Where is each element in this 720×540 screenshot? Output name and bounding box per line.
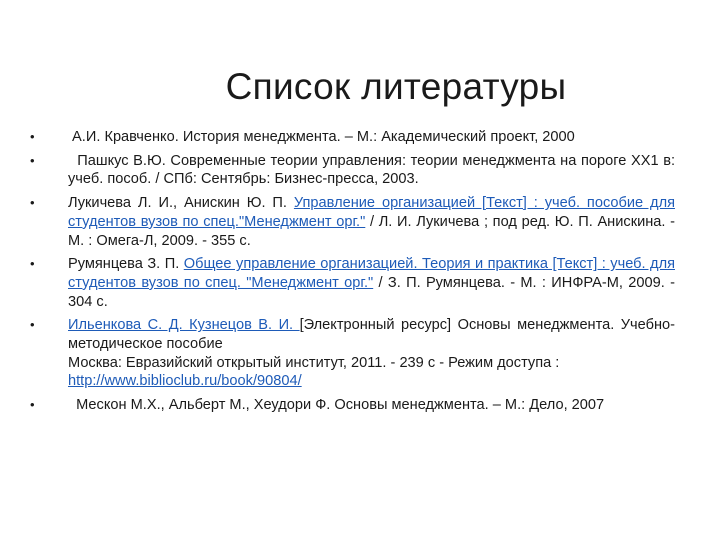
reference-line: Москва: Евразийский открытый институт, 2011. - 239 с - Режим доступа :: [68, 354, 560, 371]
bullet-icon: •: [30, 195, 35, 211]
reference-url-link[interactable]: http://www.biblioclub.ru/book/90804/: [68, 373, 302, 390]
bullet-icon: •: [30, 256, 35, 272]
list-item: [30, 194, 675, 250]
reference-text: Мескон М.Х., Альберт М., Хеудори Ф. Основы менеджмента. – М.: Дело, 2007: [68, 397, 605, 414]
reference-line: [68, 372, 675, 391]
bibliography-list: [30, 128, 680, 420]
list-item: [30, 316, 675, 391]
bullet-icon: •: [30, 317, 35, 333]
bullet-icon: •: [30, 397, 35, 413]
reference-text: А.И. Кравченко. История менеджмента. – М.: Академический проект, 2000: [68, 129, 575, 145]
bullet-icon: •: [30, 129, 35, 144]
reference-link[interactable]: Ильенкова С. Д. Кузнецов В. И.: [68, 317, 300, 334]
list-item: [30, 396, 675, 415]
reference-line: [68, 316, 675, 353]
reference-link[interactable]: Управление организацией [Текст] : учеб. пособие для студентов вузов по спец."Менеджмент орг.": [68, 195, 675, 230]
reference-text: Лукичева Л. И., Анискин Ю. П.: [68, 195, 294, 212]
page-title: Список литературы: [225, 66, 567, 107]
reference-text: Румянцева З. П.: [68, 256, 184, 273]
bullet-icon: •: [30, 152, 35, 168]
reference-text: [Электронный ресурс] Основы менеджмента. Учебно-методическое пособие: [68, 317, 676, 353]
list-item: [30, 255, 675, 311]
reference-text: / З. П. Румянцева. - М. : ИНФРА-М, 2009. - 304 с.: [68, 274, 676, 310]
reference-link[interactable]: Общее управление организацией. Теория и практика [Текст] : учеб. для студентов вузов по спец. "Менеджмент орг.": [68, 256, 675, 291]
list-item: [30, 152, 680, 189]
list-item: [30, 128, 675, 147]
reference-text: / Л. И. Лукичева ; под ред. Ю. П. Анискина. - М. : Омега-Л, 2009. - 355 с.: [68, 213, 675, 249]
reference-text: Пашкус В.Ю. Современные теории управления: теории менеджмента на пороге XX1 в: учеб. пособ. / СПб: Сентябрь: Бизнес-пресса, 2003.: [68, 152, 680, 188]
